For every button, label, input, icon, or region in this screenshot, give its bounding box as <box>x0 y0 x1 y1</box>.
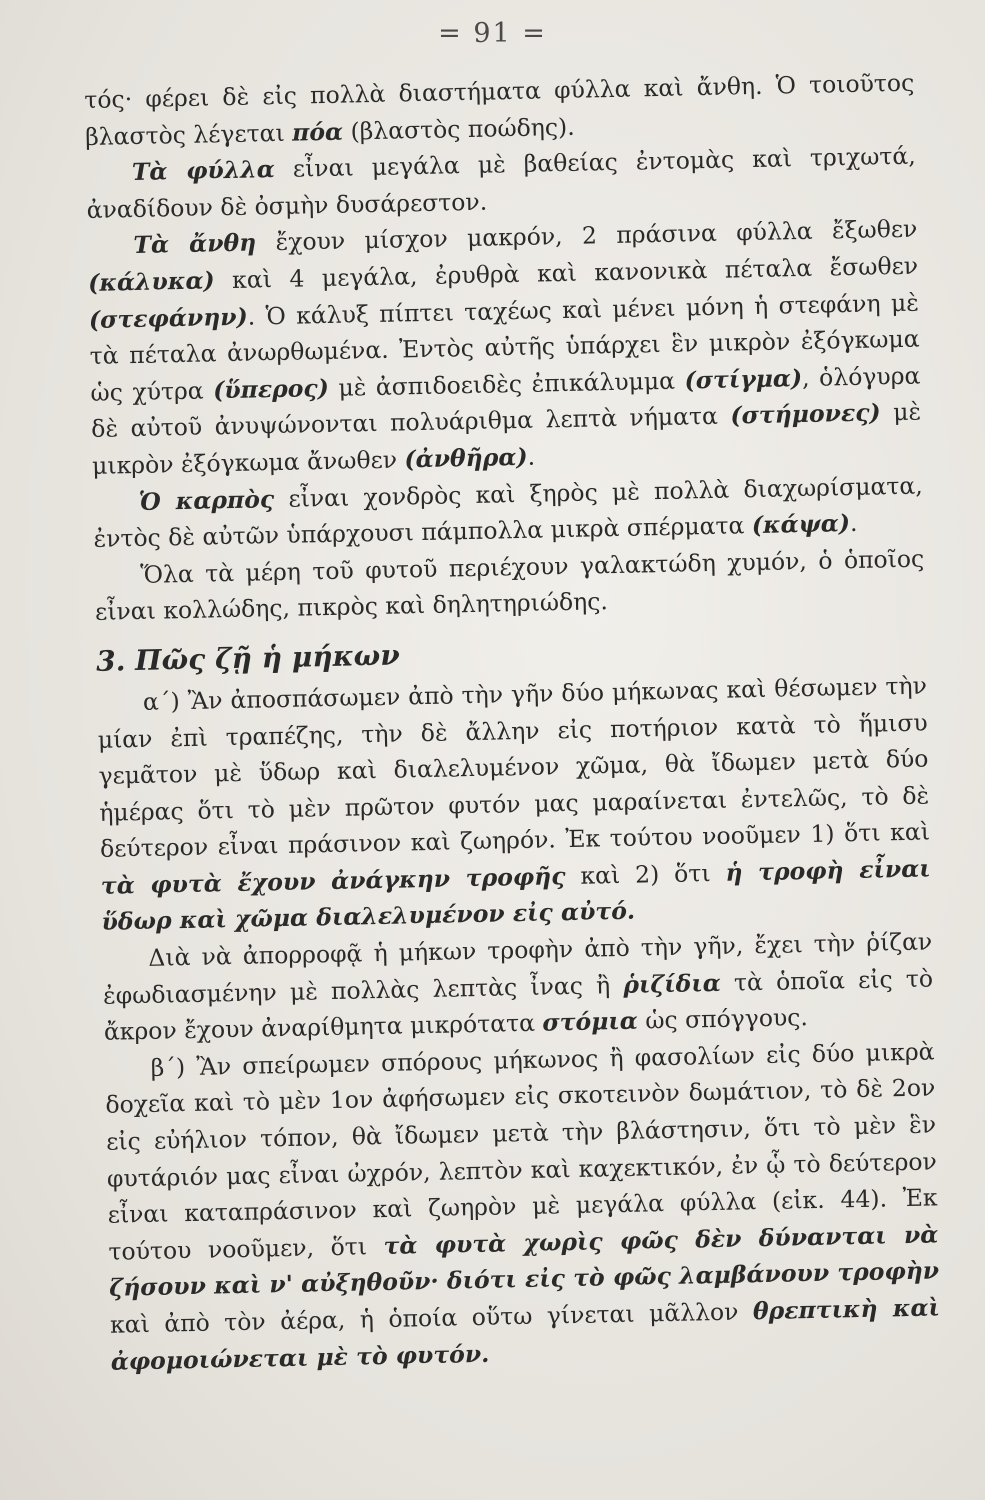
term-corolla: (στεφάνην) <box>88 302 248 334</box>
term-poa: πόα <box>291 117 344 147</box>
paragraph-sap: Ὅλα τὰ μέρη τοῦ φυτοῦ περιέχουν γαλακτώδη χυμόν, ὁ ὁποῖος εἶναι κολλώδης, πικρὸς καὶ δηλητηριώδης. <box>94 544 925 627</box>
paragraph-experiment-a <box>97 667 932 940</box>
text-run: καὶ ἀπὸ τὸν ἀέρα, ἡ ὁποία οὕτω γίνεται μᾶλλον <box>109 1297 754 1339</box>
text-run: τὰ ὁποῖα εἰς τὸ ἄκρον ἔχουν ἀναρίθμητα μικρότατα <box>103 964 934 1047</box>
text-run: ἔχουν μίσχον μακρόν, 2 πράσινα φύλλα ἔξωθεν <box>255 214 918 257</box>
term-pores: στόμια <box>542 1006 639 1037</box>
text-run: β΄) Ἂν σπείρωμεν σπόρους μήκωνος ἢ φασολίων εἰς δύο μικρὰ δοχεῖα καὶ τὸ μὲν 1ον ἀφήσωμεν εἰς σκοτεινὸν δωμάτιον, τὸ δὲ 2ον εἰς εὐήλιον τόπον, θὰ ἴδωμεν μετὰ τὴν βλάστησιν, ὅτι τὸ μὲν ἓν φυτάριόν μας εἶναι ὠχρόν, λεπτὸν καὶ καχεκτικόν, ἐν ᾧ τὸ δεύτερον εἶναι καταπράσινον καὶ ζωηρὸν μὲ μεγάλα φύλλα (εἰκ. 44). Ἐκ τούτου νοοῦμεν, ὅτι <box>105 1037 938 1266</box>
text-run: ὡς σπόγγους. <box>637 1003 809 1035</box>
term-anther: (ἀνθῆρα) <box>404 442 528 474</box>
term-stigma: (στίγμα) <box>684 363 803 395</box>
text-run: . Ὁ κάλυξ πίπτει ταχέως καὶ μένει μόνη ἡ στεφάνη μὲ τὰ πέταλα ἀνωρθωμένα. Ἐντὸς αὐτῆς ὑπάρχει ἓν μικρὸν ἐξόγκωμα ὡς χύτρα <box>89 288 920 407</box>
page-body <box>84 65 941 1380</box>
text-run: . <box>849 509 858 538</box>
emphasis-food-water: ἡ τροφὴ εἶναι ὕδωρ καὶ χῶμα διαλελυμένον εἰς αὐτό. <box>101 854 931 937</box>
text-run: . <box>527 442 536 471</box>
text-run: τός· φέρει δὲ εἰς πολλὰ διαστήματα φύλλα καὶ ἄνθη. Ὁ τοιοῦτος βλαστὸς λέγεται <box>84 68 915 151</box>
text-run: εἶναι μεγάλα μὲ βαθείας ἐντομὰς καὶ τριχωτά, ἀναδίδουν δὲ ὀσμὴν δυσάρεστον. <box>86 141 917 224</box>
term-capsule: (κάψα) <box>751 509 851 540</box>
term-ovary: (ὕπερος) <box>212 373 330 405</box>
text-run: Διὰ νὰ ἀπορροφᾷ ἡ μήκων τροφὴν ἀπὸ τὴν γῆν, ἔχει τὴν ῥίζαν ἐφωδιασμένην μὲ πολλὰς λεπτὰς ἶνας ἢ <box>102 927 933 1010</box>
text-run: καὶ 4 μεγάλα, ἐρυθρὰ καὶ κανονικὰ πέταλα ἔσωθεν <box>214 251 919 295</box>
section-heading: 3. Πῶς ζῇ ἡ μήκων <box>95 638 401 678</box>
text-run: , ὁλόγυρα δὲ αὐτοῦ ἀνυψώνονται πολυάριθμα λεπτὰ νήματα <box>90 361 921 444</box>
paragraph-roots <box>102 923 934 1050</box>
paragraph-flowers <box>87 211 922 484</box>
text-run: εἶναι χονδρὸς καὶ ξηρὸς μὲ πολλὰ διαχωρίσματα, ἐντὸς δὲ αὐτῶν ὑπάρχουσι πάμπολλα μικρὰ σπέρματα <box>93 471 923 554</box>
emphasis-nutritive: θρεπτικὴ καὶ ἀφομοιώνεται μὲ τὸ φυτόν. <box>110 1293 941 1376</box>
term-stamens: (στήμονες) <box>730 398 881 430</box>
emphasis-light: τὰ φυτὰ χωρὶς φῶς δὲν δύνανται νὰ ζήσουν καὶ ν' αὐξηθοῦν· διότι εἰς τὸ φῶς λαμβάνουν τροφὴν <box>108 1220 940 1303</box>
text-run: μὲ μικρὸν ἐξόγκωμα ἄνωθεν <box>91 397 922 480</box>
emphasis-food-need: τὰ φυτὰ ἔχουν ἀνάγκην τροφῆς <box>100 861 566 900</box>
text-run: α΄) Ἂν ἀποσπάσωμεν ἀπὸ τὴν γῆν δύο μήκωνας καὶ θέσωμεν τὴν μίαν ἐπὶ τραπέζης, τὴν δὲ ἄλλην εἰς ποτήριον κατὰ τὸ ἥμισυ γεμᾶτον μὲ ὕδωρ καὶ διαλελυμένον χῶμα, θὰ ἴδωμεν μετὰ δύο ἡμέρας ὅτι τὸ μὲν πρῶτον φυτόν μας μαραίνεται ἐντελῶς, τὸ δὲ δεύτερον εἶναι πράσινον καὶ ζωηρόν. Ἐκ τούτου νοοῦμεν 1) ὅτι καὶ <box>97 671 931 864</box>
text-run: μὲ ἀσπιδοειδὲς ἐπικάλυμμα <box>328 366 685 402</box>
term-leaves: Τὰ φύλλα <box>131 155 276 187</box>
text-run: (βλαστὸς ποώδης). <box>342 112 575 146</box>
term-flowers: Τὰ ἄνθη <box>133 228 257 260</box>
term-fruit: Ὁ καρπὸς <box>138 484 275 516</box>
text-run: καὶ 2) ὅτι <box>565 858 726 890</box>
term-calyx: (κάλυκα) <box>87 266 215 297</box>
paragraph-experiment-b <box>104 1033 941 1380</box>
term-rootlets: ῥιζίδια <box>623 968 722 999</box>
page-number: = 91 = <box>438 18 547 49</box>
